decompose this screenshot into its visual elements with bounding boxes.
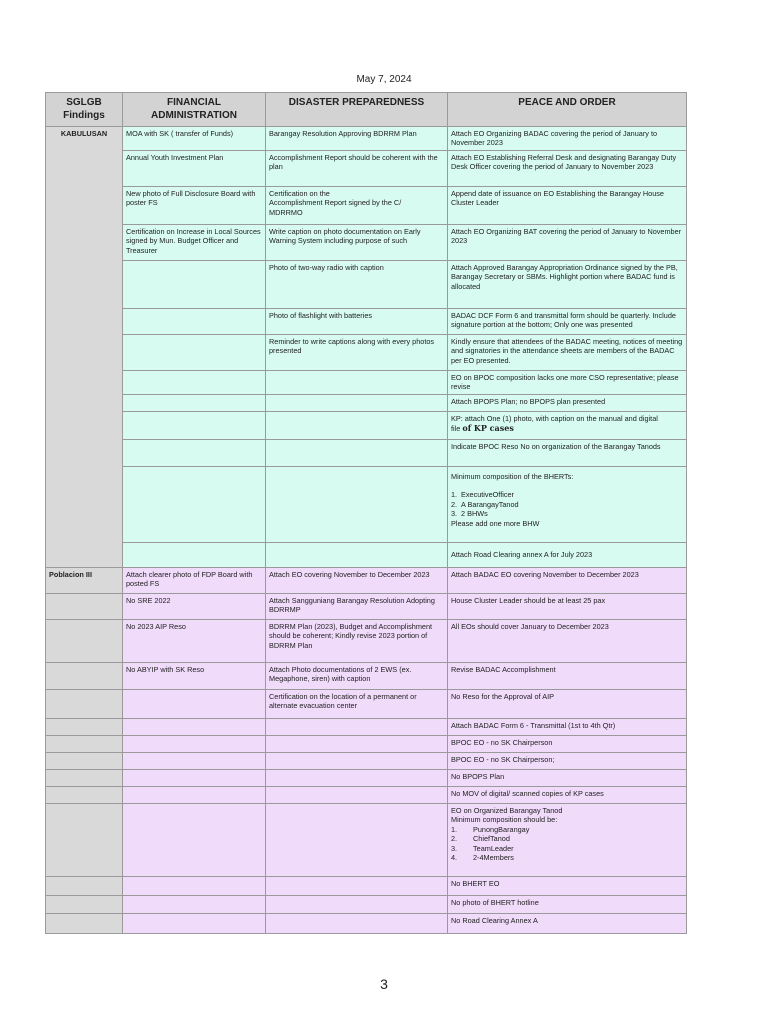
table-row [46, 594, 687, 620]
disaster-cell: Reminder to write captions along with every photos presented [266, 335, 448, 371]
financial-cell [123, 877, 266, 896]
header-disaster-preparedness: DISASTER PREPAREDNESS [266, 93, 448, 127]
table-row [46, 127, 687, 151]
list-number: 4. [451, 853, 458, 863]
table-row [46, 663, 687, 690]
financial-cell: New photo of Full Disclosure Board with poster FS [123, 187, 266, 225]
disaster-cell: Photo of flashlight with batteries [266, 309, 448, 335]
disaster-line: Accomplishment Report signed by the C/ [269, 198, 402, 208]
financial-cell [123, 914, 266, 934]
findings-table [45, 92, 687, 934]
header-sglgb-findings: SGLGB Findings [46, 93, 123, 127]
financial-cell: No 2023 AIP Reso [123, 620, 266, 663]
disaster-cell [266, 719, 448, 736]
label-cell [46, 719, 123, 736]
peace-cell: All EOs should cover January to December 2023 [448, 620, 687, 663]
list-number: 3. [451, 843, 458, 853]
list-text: A BarangayTanod [461, 499, 519, 509]
label-cell [46, 663, 123, 690]
financial-cell [123, 896, 266, 914]
label-cell [46, 620, 123, 663]
table-row [46, 753, 687, 770]
peace-cell [448, 804, 687, 877]
table-row [46, 335, 687, 371]
peace-cell: EO on BPOC composition lacks one more CSO representative; please revise [448, 371, 687, 395]
table-row [46, 543, 687, 568]
list-item [451, 844, 683, 853]
document-date: May 7, 2024 [356, 74, 412, 85]
label-cell [46, 690, 123, 719]
kp-cases-text: of KP cases [462, 423, 514, 434]
disaster-line: MDRRMO [269, 207, 303, 217]
financial-cell [123, 787, 266, 804]
disaster-cell [266, 877, 448, 896]
peace-cell: Revise BADAC Accomplishment [448, 663, 687, 690]
list-item [451, 509, 683, 518]
label-cell [46, 877, 123, 896]
header-financial-administration: FINANCIAL ADMINISTRATION [123, 93, 266, 127]
disaster-cell [266, 804, 448, 877]
financial-cell [123, 736, 266, 753]
financial-cell [123, 467, 266, 543]
table-row [46, 736, 687, 753]
financial-cell: MOA with SK ( transfer of Funds) [123, 127, 266, 151]
peace-cell: House Cluster Leader should be at least 25 pax [448, 594, 687, 620]
table-row [46, 804, 687, 877]
label-cell [46, 804, 123, 877]
table-row [46, 914, 687, 934]
table-row [46, 187, 687, 225]
financial-cell: Attach clearer photo of FDP Board with posted FS [123, 568, 266, 594]
disaster-cell: Certification on the location of a permanent or alternate evacuation center [266, 690, 448, 719]
barangay-label-poblacion-iii: Poblacion III [46, 568, 123, 594]
tanod-subtitle: Minimum composition should be: [451, 815, 558, 825]
peace-cell: Append date of issuance on EO Establishing the Barangay House Cluster Leader [448, 187, 687, 225]
disaster-cell [266, 467, 448, 543]
table-row [46, 412, 687, 440]
financial-cell [123, 770, 266, 787]
label-cell [46, 736, 123, 753]
disaster-cell: Photo of two-way radio with caption [266, 261, 448, 309]
header-peace-and-order: PEACE AND ORDER [448, 93, 687, 127]
disaster-cell: BDRRM Plan (2023), Budget and Accomplishment should be coherent; Kindly revise 2023 portion of BDRRM Plan [266, 620, 448, 663]
financial-cell: Certification on Increase in Local Sources signed by Mun. Budget Officer and Treasurer [123, 225, 266, 261]
label-cell [46, 896, 123, 914]
peace-line: KP: attach One (1) photo, with caption on the manual and digital [451, 414, 658, 423]
table-row [46, 440, 687, 467]
table-row [46, 467, 687, 543]
financial-cell [123, 395, 266, 412]
list-number: 2. [451, 499, 458, 509]
list-item [451, 490, 683, 499]
financial-cell [123, 690, 266, 719]
peace-cell [448, 412, 687, 440]
table-row [46, 371, 687, 395]
bhert-note: Please add one more BHW [451, 518, 540, 528]
disaster-cell: Attach EO covering November to December 2023 [266, 568, 448, 594]
table-row [46, 896, 687, 914]
table-row [46, 770, 687, 787]
label-cell [46, 594, 123, 620]
list-item [451, 834, 683, 843]
financial-cell [123, 261, 266, 309]
label-cell [46, 770, 123, 787]
financial-cell [123, 335, 266, 371]
table-row [46, 151, 687, 187]
peace-cell: No Reso for the Approval of AIP [448, 690, 687, 719]
barangay-label-kabulusan: KABULUSAN [46, 127, 123, 568]
peace-cell: Attach BADAC EO covering November to December 2023 [448, 568, 687, 594]
peace-cell: Attach Road Clearing annex A for July 2023 [448, 543, 687, 568]
table-row [46, 690, 687, 719]
peace-cell: No BPOPS Plan [448, 770, 687, 787]
list-item [451, 500, 683, 509]
table-row [46, 787, 687, 804]
peace-cell: No BHERT EO [448, 877, 687, 896]
list-text: ChiefTanod [473, 834, 510, 844]
disaster-cell [266, 395, 448, 412]
table-row [46, 620, 687, 663]
disaster-cell [266, 914, 448, 934]
disaster-cell [266, 371, 448, 395]
peace-cell: Attach EO Establishing Referral Desk and designating Barangay Duty Desk Officer covering the period of January to November 2023 [448, 151, 687, 187]
list-text: 2-4Members [473, 853, 514, 863]
peace-cell [448, 467, 687, 543]
disaster-cell [266, 770, 448, 787]
peace-cell: Attach BADAC Form 6 - Transmittal (1st to 4th Qtr) [448, 719, 687, 736]
disaster-cell [266, 543, 448, 568]
financial-cell [123, 753, 266, 770]
label-cell [46, 753, 123, 770]
page-number: 3 [380, 976, 388, 992]
peace-cell: Attach Approved Barangay Appropriation Ordinance signed by the PB, Barangay Secretary or SBMs. Highlight portion where BADAC fund is allocated [448, 261, 687, 309]
list-number: 1. [451, 824, 458, 834]
list-text: TeamLeader [473, 843, 514, 853]
list-number: 3. [451, 509, 458, 519]
table-row [46, 877, 687, 896]
peace-cell: Attach EO Organizing BADAC covering the period of January to November 2023 [448, 127, 687, 151]
disaster-cell: Accomplishment Report should be coherent with the plan [266, 151, 448, 187]
disaster-line: Certification on the [269, 189, 330, 198]
table-row [46, 395, 687, 412]
list-item [451, 853, 683, 862]
disaster-cell [266, 440, 448, 467]
bhert-intro: Minimum composition of the BHERTs: [451, 472, 574, 481]
disaster-cell: Write caption on photo documentation on Early Warning System including purpose of such [266, 225, 448, 261]
peace-cell: BPOC EO - no SK Chairperson [448, 736, 687, 753]
financial-cell: No ABYIP with SK Reso [123, 663, 266, 690]
label-cell [46, 787, 123, 804]
peace-cell: No Road Clearing Annex A [448, 914, 687, 934]
list-number: 2. [451, 834, 458, 844]
disaster-cell [266, 736, 448, 753]
peace-cell: Indicate BPOC Reso No on organization of the Barangay Tanods [448, 440, 687, 467]
financial-cell [123, 309, 266, 335]
disaster-cell [266, 753, 448, 770]
financial-cell [123, 719, 266, 736]
peace-cell: BADAC DCF Form 6 and transmittal form should be quarterly. Include signature portion at the bottom; Only one was presented [448, 309, 687, 335]
table-row [46, 719, 687, 736]
header-row [46, 93, 687, 127]
peace-line [451, 423, 683, 433]
peace-cell: BPOC EO - no SK Chairperson; [448, 753, 687, 770]
disaster-cell: Attach Photo documentations of 2 EWS (ex. Megaphone, siren) with caption [266, 663, 448, 690]
disaster-cell: Attach Sangguniang Barangay Resolution Adopting BDRRMP [266, 594, 448, 620]
disaster-cell [266, 787, 448, 804]
peace-cell: Attach EO Organizing BAT covering the period of January to November 2023 [448, 225, 687, 261]
table-row [46, 225, 687, 261]
financial-cell: No SRE 2022 [123, 594, 266, 620]
financial-cell [123, 440, 266, 467]
financial-cell [123, 543, 266, 568]
tanod-intro: EO on Organized Barangay Tanod [451, 806, 563, 815]
disaster-cell: Barangay Resolution Approving BDRRM Plan [266, 127, 448, 151]
financial-cell [123, 412, 266, 440]
list-number: 1. [451, 490, 458, 500]
peace-cell: No MOV of digital/ scanned copies of KP cases [448, 787, 687, 804]
financial-cell: Annual Youth Investment Plan [123, 151, 266, 187]
disaster-cell [266, 187, 448, 225]
disaster-cell [266, 412, 448, 440]
peace-cell: Kindly ensure that attendees of the BADAC meeting, notices of meeting and signatories in the attendance sheets are members of the BADAC per EO presented. [448, 335, 687, 371]
disaster-cell [266, 896, 448, 914]
peace-text: file [451, 424, 463, 434]
list-text: PunongBarangay [473, 824, 530, 834]
list-item [451, 825, 683, 834]
peace-cell: Attach BPOPS Plan; no BPOPS plan presented [448, 395, 687, 412]
financial-cell [123, 804, 266, 877]
list-text: ExecutiveOfficer [461, 490, 514, 500]
table-row [46, 261, 687, 309]
list-text: 2 BHWs [461, 509, 488, 519]
table-row [46, 309, 687, 335]
label-cell [46, 914, 123, 934]
financial-cell [123, 371, 266, 395]
table-row [46, 568, 687, 594]
peace-cell: No photo of BHERT hotline [448, 896, 687, 914]
